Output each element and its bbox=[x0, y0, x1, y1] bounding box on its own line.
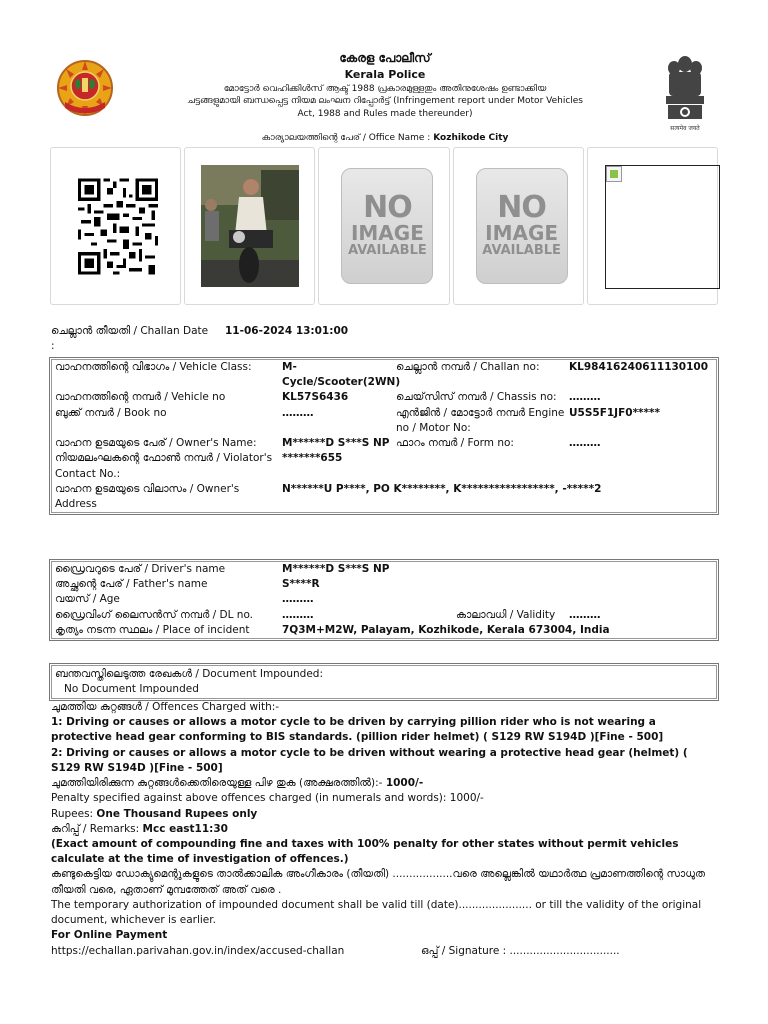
age-label: വയസ് / Age bbox=[55, 593, 120, 606]
subtitle-line-1: മോട്ടോർ വെഹിക്കിൾസ് ആക്ട് 1988 പ്രകാരമുള്ളതും അതിനുശേഷം ഉണ്ടാക്കിയ bbox=[223, 84, 547, 95]
violation-photo-box bbox=[184, 147, 315, 305]
age-value: ……… bbox=[282, 593, 314, 606]
violator-contact-label: നിയമലംഘകന്റെ ഫോൺ നമ്പർ / Violator's Contact No.: bbox=[55, 452, 273, 480]
dl-no-value: ……… bbox=[282, 608, 314, 621]
driver-name-value: M******D S***S NP bbox=[282, 563, 390, 575]
table-row bbox=[52, 406, 716, 436]
form-no-label: ഫാറം നമ്പർ / Form no: bbox=[396, 437, 514, 450]
document-impounded-label: ബന്തവസ്തിലെടുത്ത രേഖകൾ / Document Impounded: bbox=[55, 668, 323, 680]
qr-code-box bbox=[50, 147, 181, 305]
table-row bbox=[52, 592, 716, 607]
offence-item-2: 2: Driving or causes or allows a motor cycle to be driven without wearing a protective head gear (helmet) ( S129 RW S194D )[Fine - 500] bbox=[51, 746, 688, 774]
table-row bbox=[52, 390, 716, 405]
table-row bbox=[52, 562, 716, 577]
evidence-images bbox=[50, 147, 718, 305]
temp-authorization-en: The temporary authorization of impounded document shall be valid till (date)...................... or till the validity of the original document, whichever is earlier. bbox=[51, 898, 702, 927]
broken-image-frame bbox=[605, 165, 720, 289]
remarks-value: Mcc east11:30 bbox=[142, 822, 228, 835]
table-row bbox=[52, 623, 716, 638]
no-image-placeholder: NO IMAGE AVAILABLE bbox=[341, 168, 433, 284]
vehicle-details-table bbox=[49, 357, 719, 515]
chassis-no-value: ……… bbox=[569, 391, 601, 404]
penalty-en: Penalty specified against above offences charged (in numerals and words): 1000/- bbox=[51, 792, 484, 805]
vehicle-no-label: വാഹനത്തിന്റെ നമ്പർ / Vehicle no bbox=[55, 391, 226, 404]
challan-date-value: 11-06-2024 13:01:00 bbox=[225, 325, 349, 337]
no-image-box-1 bbox=[318, 147, 449, 305]
offence-item-1: 1: Driving or causes or allows a motor cycle to be driven by carrying pillion rider who is not wearing a protective head gear conforming to BIS standards. (pillion rider helmet) ( S129 RW S194D )[Fine - 500] bbox=[51, 716, 664, 744]
challan-no-label: ചെല്ലാൻ നമ്പർ / Challan no: bbox=[396, 361, 540, 373]
office-label: കാര്യാലയത്തിന്റെ പേര് / Office Name : bbox=[261, 132, 431, 143]
violation-photo bbox=[201, 165, 299, 287]
owner-name-label: വാഹന ഉടമയുടെ പേര് / Owner's Name: bbox=[55, 437, 257, 450]
rupees-label: Rupees: bbox=[51, 807, 94, 820]
document-impounded-box bbox=[49, 663, 719, 701]
table-row bbox=[52, 360, 716, 390]
online-payment-label: For Online Payment bbox=[51, 929, 168, 942]
driver-details-table bbox=[49, 559, 719, 641]
no-image-box-2 bbox=[453, 147, 584, 305]
title-malayalam: കേരള പോലീസ് bbox=[339, 51, 431, 65]
table-row bbox=[52, 451, 716, 481]
owner-address-label: വാഹന ഉടമയുടെ വിലാസം / Owner's Address bbox=[55, 482, 240, 510]
violator-contact-value: *******655 bbox=[282, 452, 343, 465]
remarks-label: കുറിപ്പ് / Remarks: bbox=[51, 822, 140, 835]
qr-code-icon bbox=[78, 178, 158, 275]
place-of-incident-value: 7Q3M+M2W, Palayam, Kozhikode, Kerala 673004, India bbox=[282, 623, 610, 636]
national-emblem-icon bbox=[660, 52, 710, 134]
engine-no-value: U5S5F1JF0***** bbox=[569, 406, 661, 419]
no-image-placeholder: NO IMAGE AVAILABLE bbox=[476, 168, 568, 284]
owner-name-value: M******D S***S NP bbox=[282, 437, 390, 450]
form-no-value: ……… bbox=[569, 437, 601, 450]
title-english: Kerala Police bbox=[344, 68, 426, 82]
signature-line: ഒപ്പ് / Signature : ................................. bbox=[421, 944, 620, 957]
vehicle-no-value: KL57S6436 bbox=[282, 391, 349, 404]
book-no-value: ……… bbox=[282, 406, 314, 419]
document-header bbox=[0, 50, 768, 142]
penalty-ml-label: ചുമത്തിയിരിക്കുന്ന കുറ്റങ്ങൾക്കെതിരെയുള്ള പിഴ തുക (അക്ഷരത്തിൽ):- bbox=[51, 777, 383, 790]
payment-signature-row bbox=[51, 944, 719, 960]
penalty-ml bbox=[51, 776, 719, 791]
temp-authorization-ml: കണ്ടുകെട്ടിയ ഡോക്യുമെന്റുകളുടെ താൽക്കാലിക അംഗീകാരം (തീയതി) ..................വരെ അല്ലെങ്കിൽ യഥാർത്ഥ പ്രമാണത്തിന്റെ സാധുത തീയതി വരെ, ഏതാണ് മുമ്പത്തേത് അത് വരെ . bbox=[51, 868, 705, 896]
online-payment-link[interactable]: https://echallan.parivahan.gov.in/index/accused-challan bbox=[51, 944, 345, 957]
father-name-label: അച്ഛന്റെ പേര് / Father's name bbox=[55, 578, 208, 591]
kerala-police-emblem-icon bbox=[55, 58, 115, 120]
vehicle-class-value: M-Cycle/Scooter(2WN) bbox=[282, 361, 401, 389]
challan-date-label: ചെല്ലാൻ തീയതി / Challan Date : bbox=[51, 325, 209, 353]
vehicle-class-label: വാഹനത്തിന്റെ വിഭാഗം / Vehicle Class: bbox=[55, 361, 252, 373]
validity-label: കാലാവധി / Validity bbox=[456, 608, 556, 621]
document-impounded-value: No Document Impounded bbox=[64, 683, 199, 696]
office-value: Kozhikode City bbox=[433, 132, 509, 143]
engine-no-label: എൻജിൻ / മോട്ടോർ നമ്പർ Engine no / Motor No: bbox=[396, 406, 565, 434]
challan-no-value: KL98416240611130100 bbox=[569, 361, 709, 373]
table-row bbox=[52, 482, 716, 512]
offences-section bbox=[51, 700, 719, 960]
empty-cell bbox=[569, 451, 714, 481]
table-row bbox=[52, 577, 716, 592]
book-no-label: ബുക്ക് നമ്പർ / Book no bbox=[55, 406, 167, 419]
compounding-note: (Exact amount of compounding fine and taxes with 100% penalty for other states without permit vehicles calculate at the time of investigation of offences.) bbox=[51, 837, 679, 866]
validity-value: ……… bbox=[569, 608, 601, 621]
empty-cell bbox=[394, 451, 569, 481]
penalty-ml-value: 1000/- bbox=[385, 777, 424, 790]
owner-address-value: N******U P****, PO K********, K*****************, -*****2 bbox=[282, 482, 602, 495]
broken-image-icon bbox=[606, 166, 622, 182]
father-name-value: S****R bbox=[282, 578, 320, 591]
office-name bbox=[150, 132, 620, 145]
dl-no-label: ഡ്രൈവിംഗ് ലൈസൻസ് നമ്പർ / DL no. bbox=[55, 608, 254, 621]
subtitle-line-2: ചട്ടങ്ങളുമായി ബന്ധപ്പെട്ട നിയമ ലംഘന റിപ്പോർട്ട് (Infringement report under Motor Vehicles bbox=[186, 96, 584, 107]
place-of-incident-label: കൃത്യം നടന്ന സ്ഥലം / Place of incident bbox=[55, 623, 250, 636]
rupees-line bbox=[51, 807, 719, 822]
remarks-line bbox=[51, 822, 719, 837]
table-row bbox=[52, 608, 716, 623]
offences-heading: ചുമത്തിയ കുറ്റങ്ങൾ / Offences Charged with:- bbox=[51, 701, 280, 713]
chassis-no-label: ചെയ്‌സിസ് നമ്പർ / Chassis no: bbox=[396, 391, 557, 404]
subtitle-line-3: Act, 1988 and Rules made thereunder) bbox=[297, 108, 473, 119]
rupees-value: One Thousand Rupees only bbox=[96, 807, 258, 820]
driver-name-label: ഡ്രൈവറുടെ പേര് / Driver's name bbox=[55, 563, 226, 575]
broken-image-box bbox=[587, 147, 718, 305]
table-row bbox=[52, 436, 716, 451]
emblem-caption: सत्यमेव जयते bbox=[670, 125, 700, 132]
